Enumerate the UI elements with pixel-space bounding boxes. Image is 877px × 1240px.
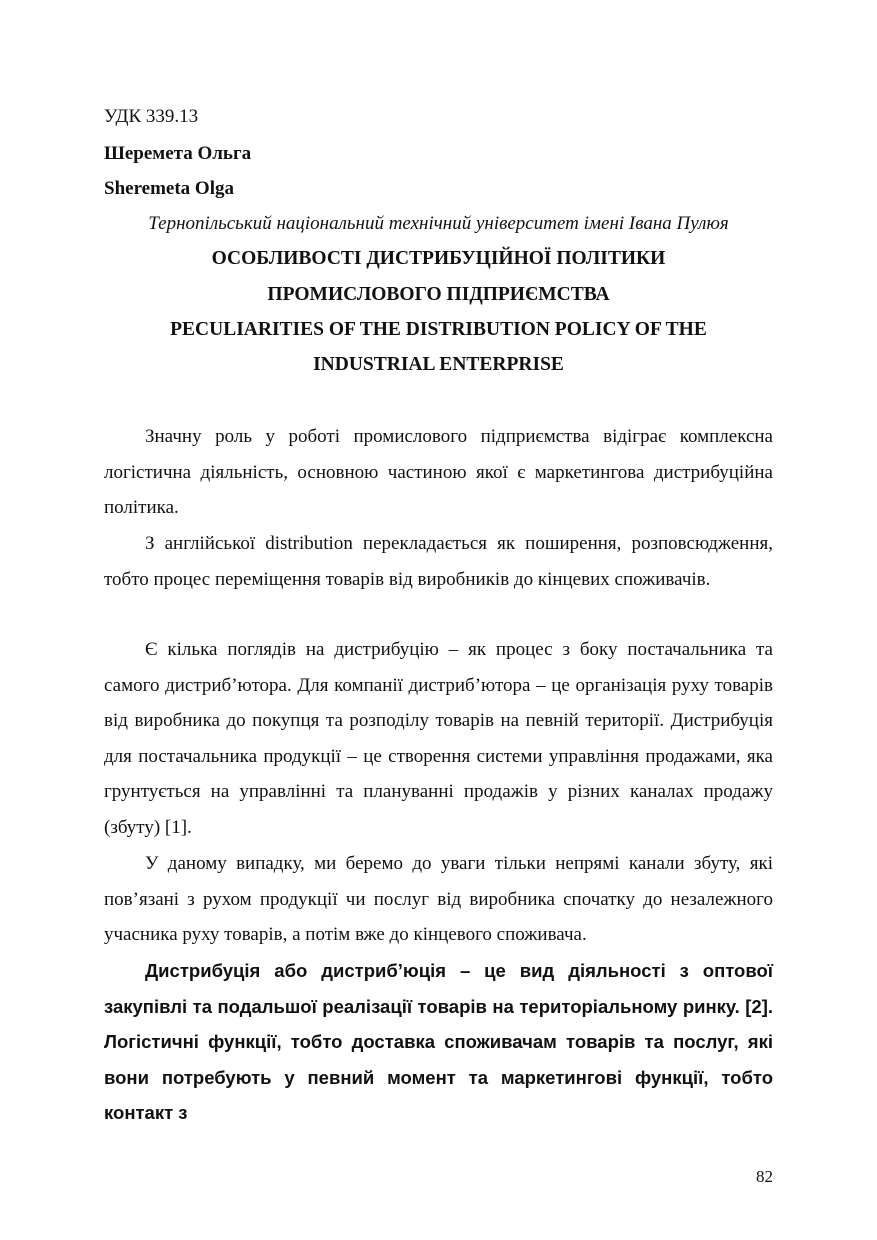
paragraph-text: З англійської distribution перекладається як поширення, розповсюдження, тобто процес переміщення товарів від виробників до кінцевих споживачів. [104, 533, 773, 590]
title-ua-line2: ПРОМИСЛОВОГО ПІДПРИЄМСТВА [267, 284, 610, 305]
author-name-en: Sheremeta Olga [104, 178, 234, 199]
page-number: 82 [756, 1167, 773, 1186]
title-en-line1: PECULIARITIES OF THE DISTRIBUTION POLICY OF THE [170, 319, 707, 340]
author-affiliation: Тернопільський національний технічний університет імені Івана Пулюя [148, 213, 729, 234]
body-paragraph [104, 846, 773, 953]
paragraph-text: Значну роль у роботі промислового підприємства відіграє комплексна логістична діяльність, основною частиною якої є маркетингова дистрибуційна політика. [104, 426, 773, 518]
udk-code: УДК 339.13 [104, 106, 199, 127]
author-name-ua: Шеремета Ольга [104, 143, 252, 164]
paragraph-text: Є кілька поглядів на дистрибуцію – як процес з боку постачальника та самого дистриб’ютора. Для компанії дистриб’ютора – це організація руху товарів від виробника до покупця та розподілу товарів на певній території. Дистрибуція для постачальника продукції – це створення системи управління продажами, яка грунтується на управлінні та плануванні продажів у різних каналах продажу (збуту) [1]. [104, 639, 773, 838]
body-paragraph [104, 419, 773, 526]
title-ua-line1: ОСОБЛИВОСТІ ДИСТРИБУЦІЙНОЇ ПОЛІТИКИ [211, 248, 666, 269]
body-paragraph [104, 632, 773, 845]
title-en-line2: INDUSTRIAL ENTERPRISE [313, 354, 564, 375]
paragraph-text: У даному випадку, ми беремо до уваги тільки непрямі канали збуту, які пов’язані з рухом продукції чи послуг від виробника спочатку до незалежного учасника руху товарів, а потім вже до кінцевого споживача. [104, 853, 773, 945]
paragraph-text: Дистрибуція або дистриб’юція – це вид діяльності з оптової закупівлі та подальшої реалізації товарів на територіальному ринку. [2]. Логістичні функції, тобто доставка споживачам товарів та послуг, які вони потребують у певний момент та маркетингові функції, тобто контакт з [104, 960, 773, 1123]
body-paragraph-bold [104, 953, 773, 1131]
body-paragraph [104, 526, 773, 597]
